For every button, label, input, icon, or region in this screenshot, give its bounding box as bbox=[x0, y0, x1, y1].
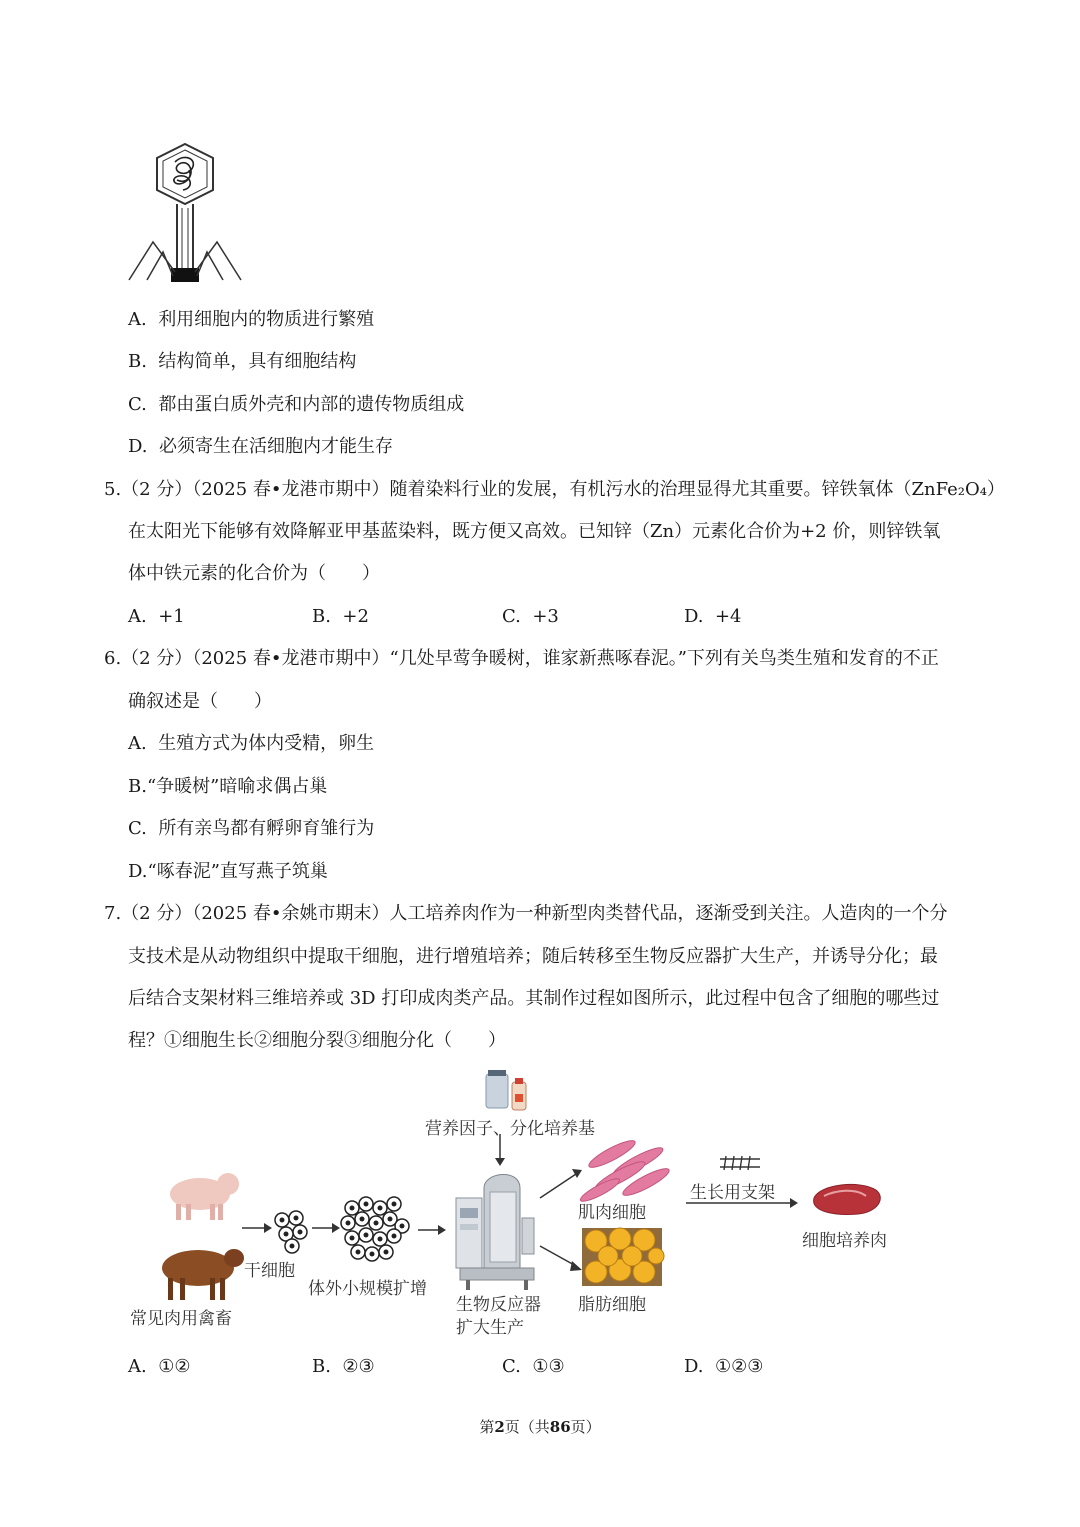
label-proliferation: 体外小规模扩增 bbox=[308, 1279, 427, 1299]
q6-option-b: B.“争暖树”暗喻求偶占巢 bbox=[128, 776, 328, 797]
label-nutrients: 营养因子、分化培养基 bbox=[425, 1119, 595, 1139]
q6-stem-line-2: 确叙述是（ ） bbox=[128, 691, 272, 712]
q7-stem-line-3: 后结合支架材料三维培养或 3D 打印成肉类产品。其制作过程如图所示，此过程中包含了细胞的哪些过 bbox=[128, 988, 940, 1009]
label-bioreactor: 生物反应器 bbox=[456, 1295, 541, 1315]
q6-stem-line-1: 6.（2 分）（2025 春•龙港市期中）“几处早莺争暖树，谁家新燕啄春泥。”下列有关鸟类生殖和发育的不正 bbox=[104, 648, 939, 669]
q5-stem-line-2: 在太阳光下能够有效降解亚甲基蓝染料，既方便又高效。已知锌（Zn）元素化合价为+2 价，则锌铁氧 bbox=[128, 521, 941, 542]
q5-option-b: B. +2 bbox=[312, 606, 369, 627]
label-muscle-cells: 肌肉细胞 bbox=[578, 1203, 646, 1223]
q7-stem-line-1: 7.（2 分）（2025 春•余姚市期末）人工培养肉作为一种新型肉类替代品，逐渐受到关注。人造肉的一个分 bbox=[104, 903, 948, 924]
q7-option-b: B. ②③ bbox=[312, 1356, 375, 1377]
q4-option-d: D. 必须寄生在活细胞内才能生存 bbox=[128, 436, 393, 457]
q6-option-c: C. 所有亲鸟都有孵卵育雏行为 bbox=[128, 818, 375, 839]
q6-option-a: A. 生殖方式为体内受精，卵生 bbox=[128, 733, 375, 754]
label-scaffold: 生长用支架 bbox=[690, 1183, 775, 1203]
q7-option-d: D. ①②③ bbox=[684, 1356, 764, 1377]
q5-option-c: C. +3 bbox=[502, 606, 559, 627]
label-scale-up: 扩大生产 bbox=[456, 1318, 524, 1338]
q6-option-d: D.“啄春泥”直写燕子筑巢 bbox=[128, 861, 328, 882]
q4-option-b: B. 结构简单，具有细胞结构 bbox=[128, 351, 357, 372]
label-livestock: 常见肉用禽畜 bbox=[130, 1309, 232, 1329]
footer-suffix: 页） bbox=[570, 1418, 601, 1436]
bacteriophage-figure bbox=[125, 140, 245, 288]
q5-stem-line-1: 5.（2 分）（2025 春•龙港市期中）随着染料行业的发展，有机污水的治理显得尤其重要。锌铁氧体（ZnFe₂O₄） bbox=[104, 479, 1005, 500]
q5-stem-line-3: 体中铁元素的化合价为（ ） bbox=[128, 563, 380, 584]
footer-prefix: 第 bbox=[479, 1418, 495, 1436]
footer-total-pages: 86 bbox=[549, 1418, 571, 1436]
label-fat-cells: 脂肪细胞 bbox=[578, 1295, 646, 1315]
q7-option-c: C. ①③ bbox=[502, 1356, 565, 1377]
q4-option-c: C. 都由蛋白质外壳和内部的遗传物质组成 bbox=[128, 394, 465, 415]
q7-option-a: A. ①② bbox=[128, 1356, 191, 1377]
cultured-meat-diagram bbox=[120, 1068, 920, 1348]
q5-option-d: D. +4 bbox=[684, 606, 742, 627]
page-footer bbox=[0, 1416, 1080, 1437]
label-stem-cells: 干细胞 bbox=[244, 1261, 295, 1281]
q5-option-a: A. +1 bbox=[128, 606, 185, 627]
q7-stem-line-4: 程？①细胞生长②细胞分裂③细胞分化（ ） bbox=[128, 1030, 506, 1051]
q4-option-a: A. 利用细胞内的物质进行繁殖 bbox=[128, 309, 375, 330]
footer-page-number: 2 bbox=[494, 1418, 505, 1436]
footer-middle: 页（共 bbox=[504, 1418, 550, 1436]
q7-stem-line-2: 支技术是从动物组织中提取干细胞，进行增殖培养；随后转移至生物反应器扩大生产，并诱导分化；最 bbox=[128, 946, 938, 967]
label-cultured-meat: 细胞培养肉 bbox=[802, 1231, 887, 1251]
